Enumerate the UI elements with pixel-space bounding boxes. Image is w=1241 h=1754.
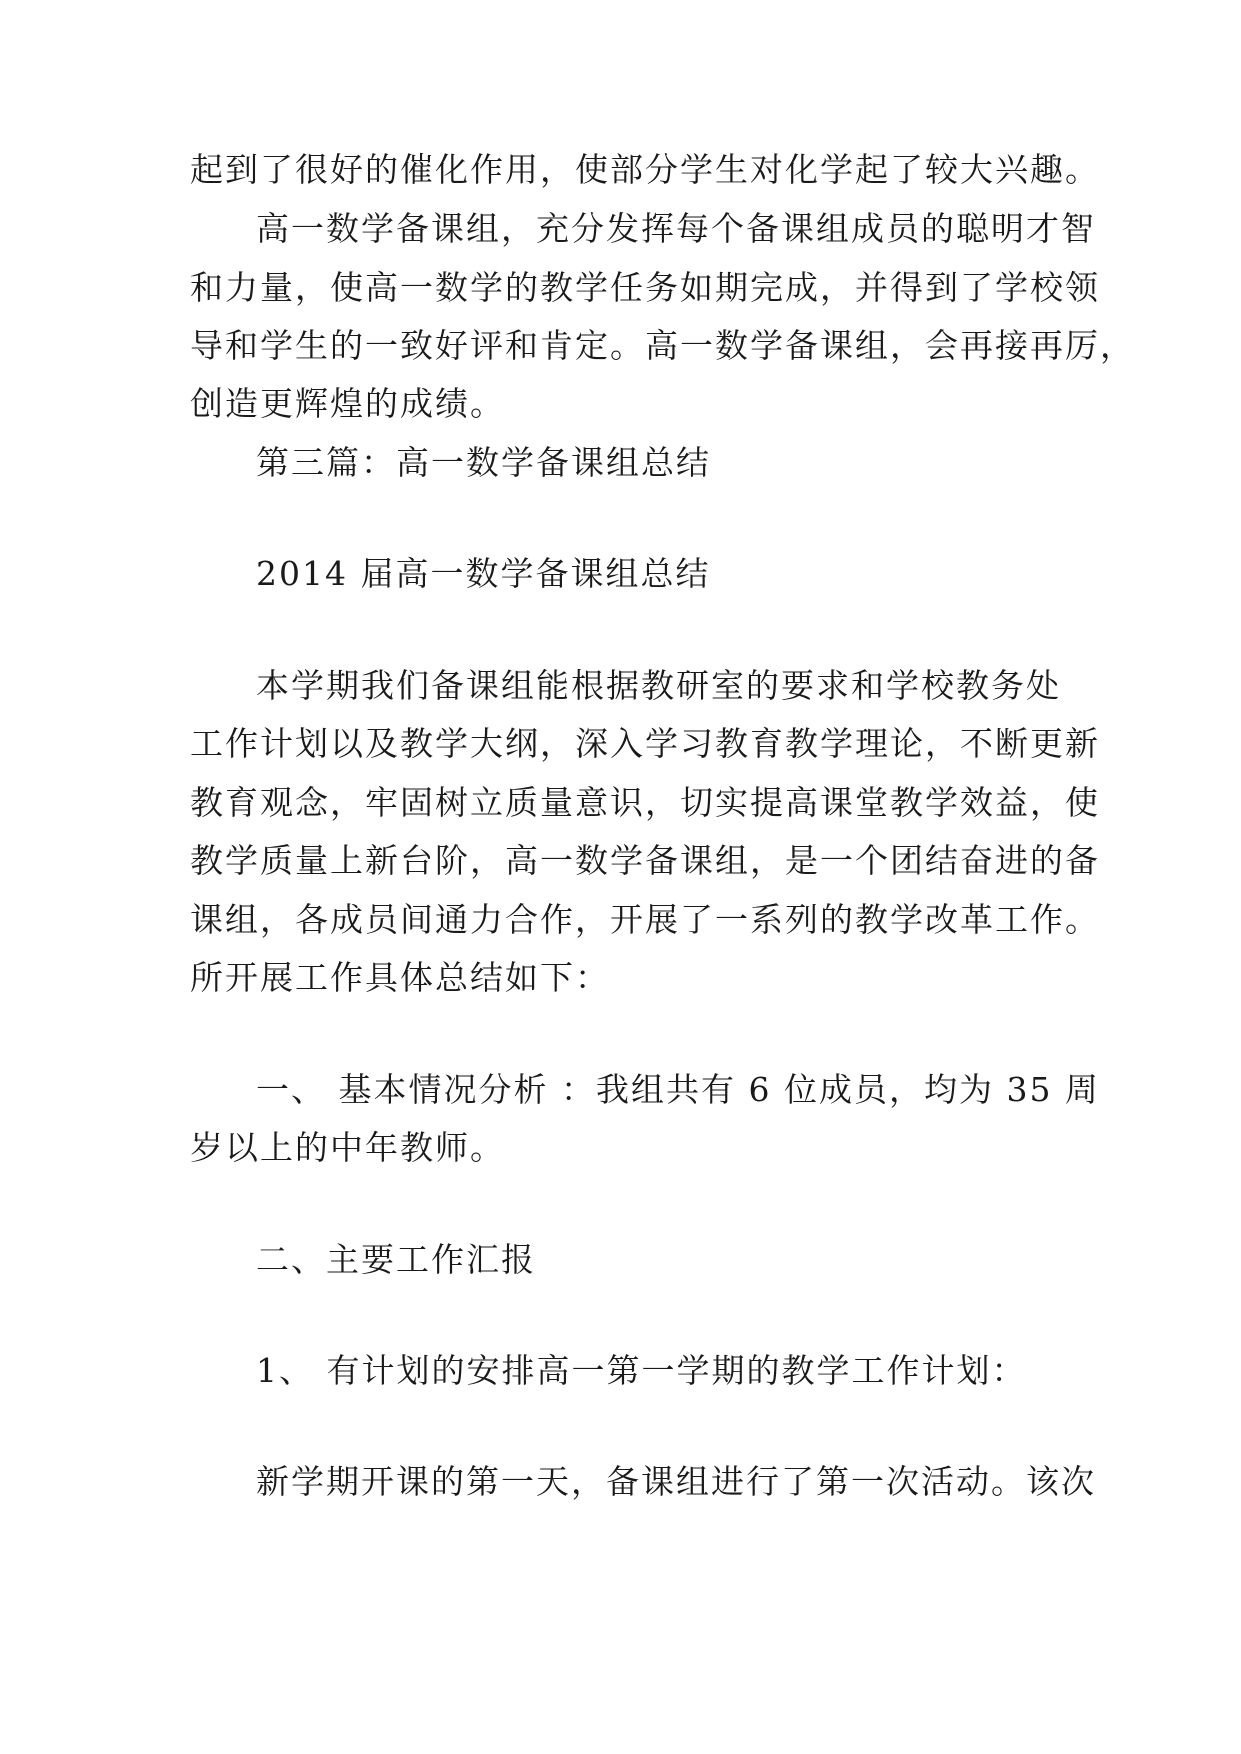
text-line: 创造更辉煌的成绩。: [190, 384, 505, 423]
text-line: 导和学生的一致好评和肯定。高一数学备课组，会再接再厉，: [190, 326, 1135, 365]
text-line: 工作计划以及教学大纲，深入学习教育教学理论，不断更新: [190, 724, 1100, 763]
text-line: 起到了很好的催化作用，使部分学生对化学起了较大兴趣。: [190, 150, 1100, 189]
text-line: 岁以上的中年教师。: [190, 1128, 505, 1167]
subsection-heading: 1、 有计划的安排高一第一学期的教学工作计划：: [256, 1351, 1027, 1390]
section-heading: 二、主要工作汇报: [256, 1240, 536, 1279]
text-line: 一、 基本情况分析 ：我组共有 6 位成员，均为 35 周: [256, 1070, 1100, 1109]
section-heading: 第三篇：高一数学备课组总结: [256, 443, 711, 482]
text-line: 所开展工作具体总结如下：: [190, 958, 610, 997]
text-line: 高一数学备课组，充分发挥每个备课组成员的聪明才智: [256, 209, 1096, 248]
text-line: 新学期开课的第一天，备课组进行了第一次活动。该次: [256, 1462, 1096, 1501]
text-line: 本学期我们备课组能根据教研室的要求和学校教务处: [256, 666, 1061, 705]
text-line: 教学质量上新台阶，高一数学备课组，是一个团结奋进的备: [190, 841, 1100, 880]
text-line: 课组，各成员间通力合作，开展了一系列的教学改革工作。: [190, 900, 1100, 939]
document-title: 2014 届高一数学备课组总结: [256, 554, 711, 593]
text-line: 和力量，使高一数学的教学任务如期完成，并得到了学校领: [190, 268, 1100, 307]
text-line: 教育观念，牢固树立质量意识，切实提高课堂教学效益，使: [190, 783, 1100, 822]
